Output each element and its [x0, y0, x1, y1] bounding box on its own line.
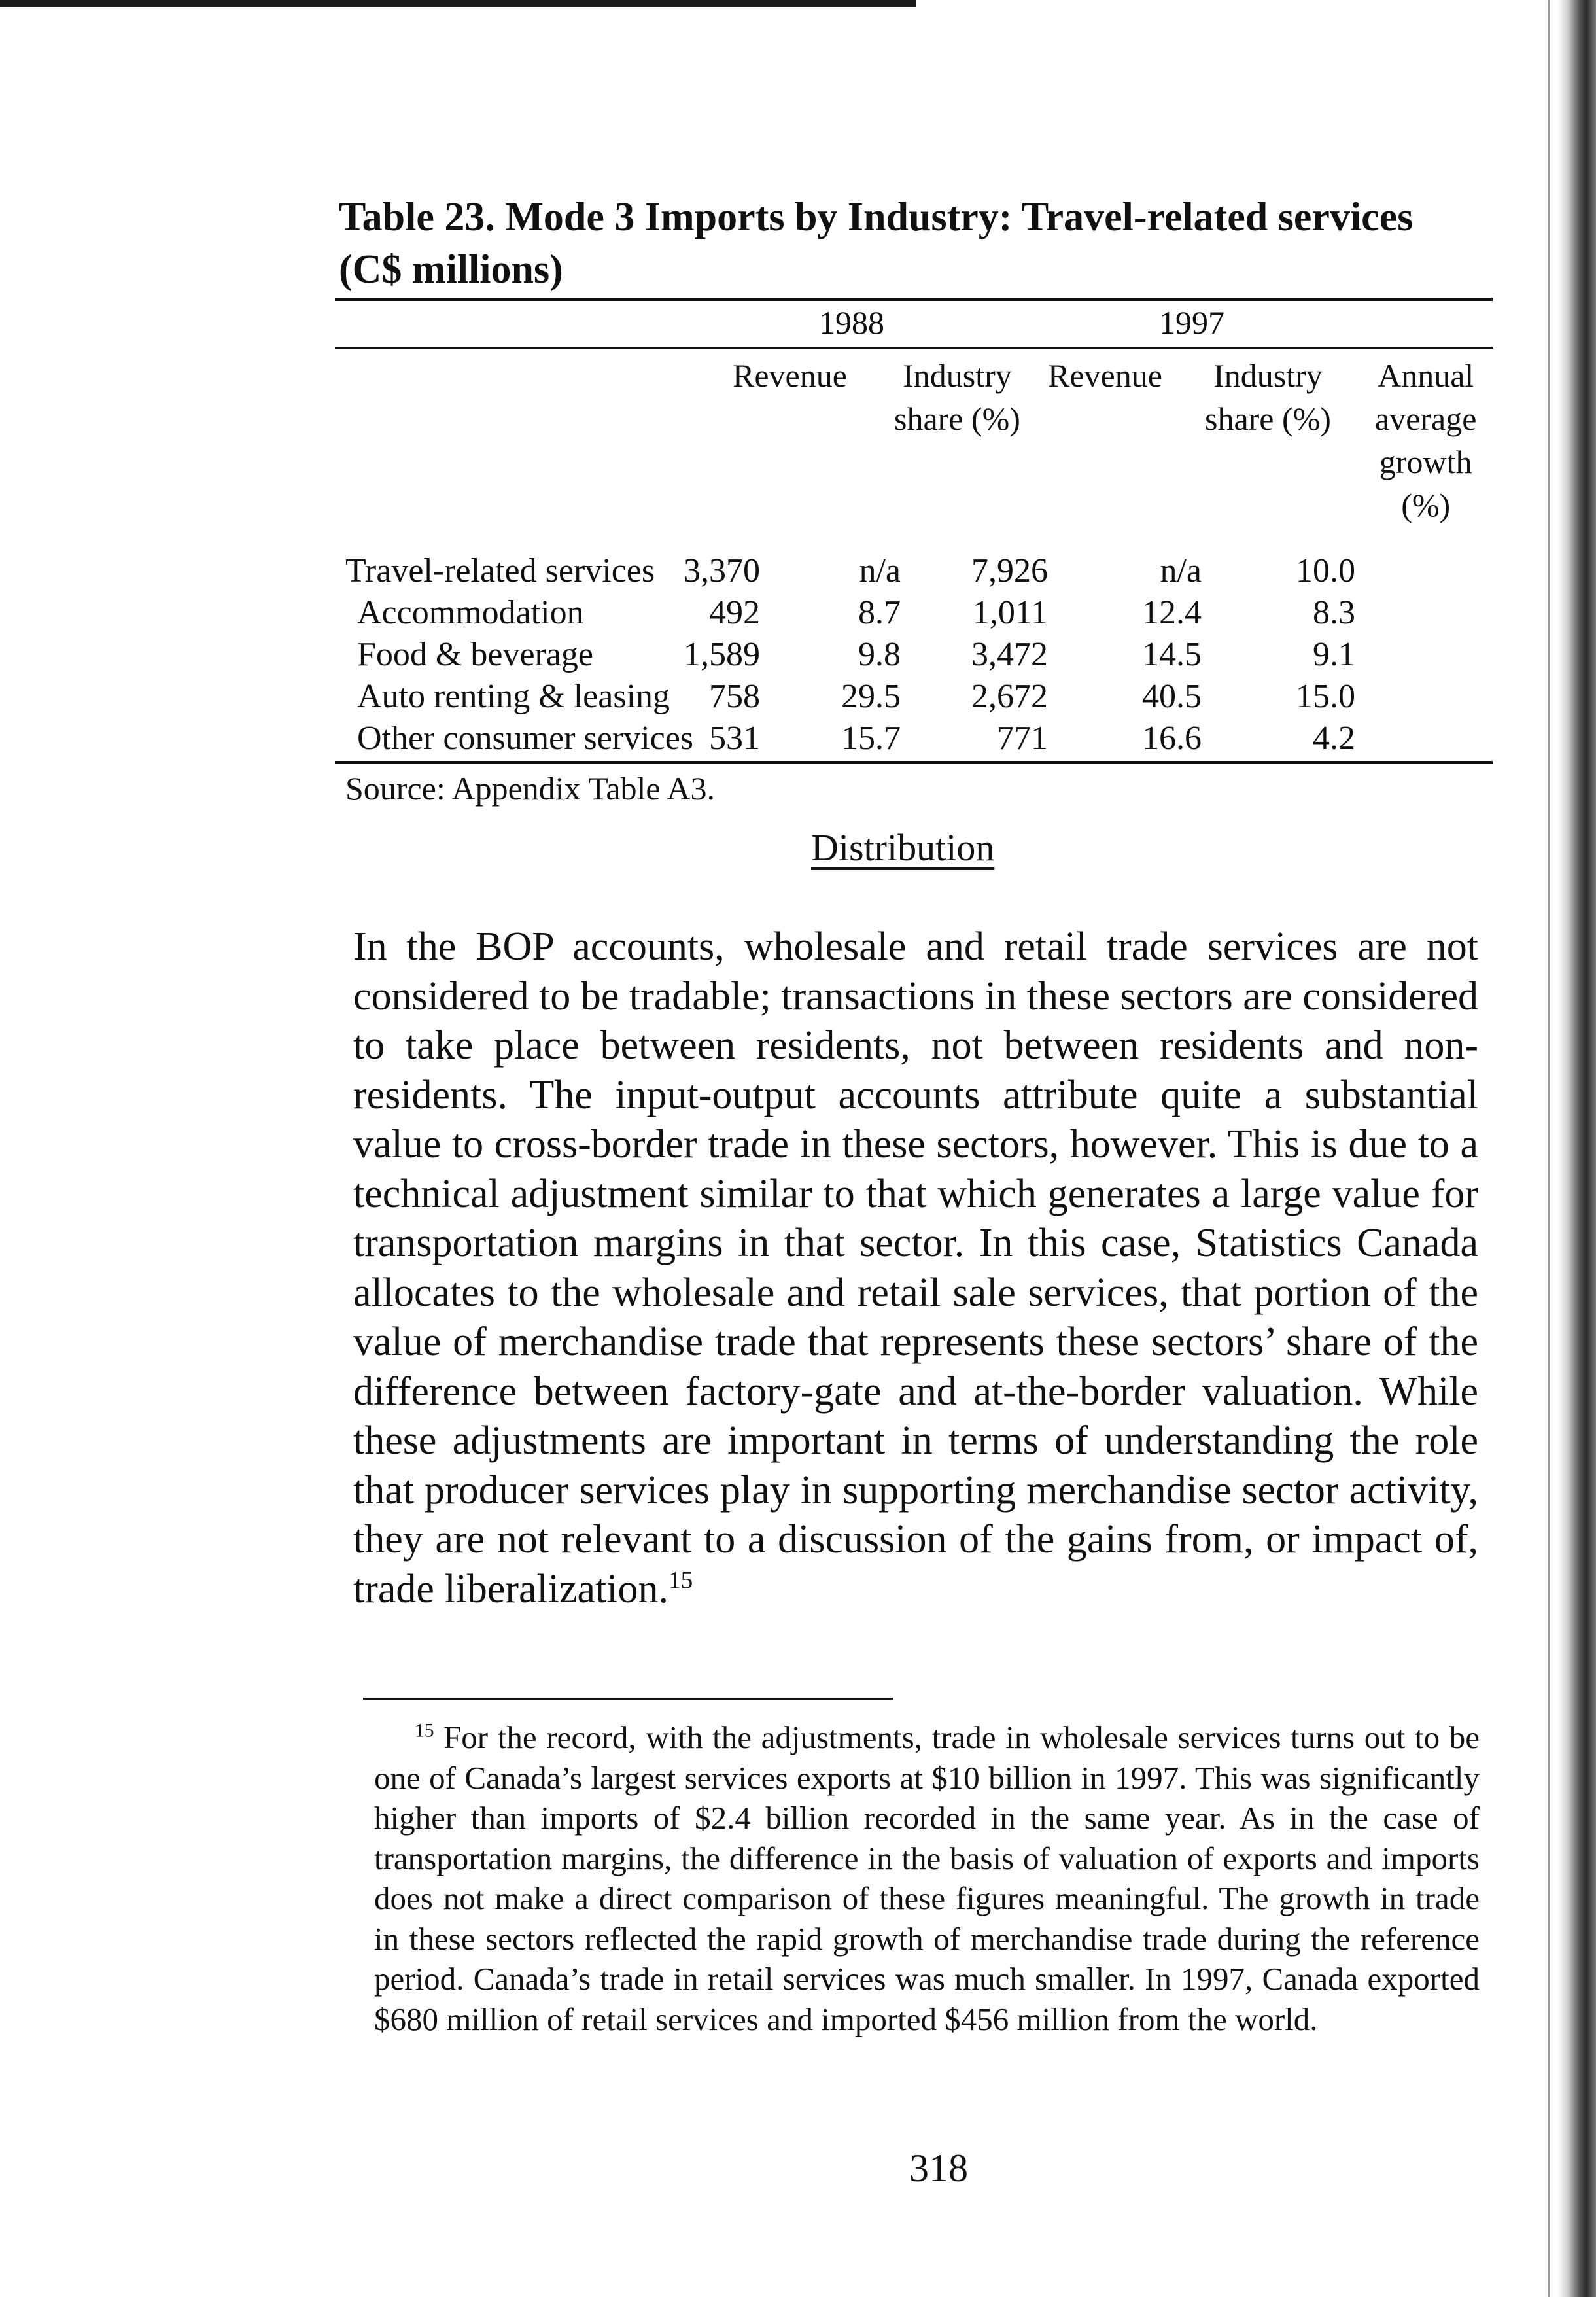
row-label: Travel-related services	[345, 552, 655, 589]
body-paragraph	[353, 922, 1478, 1614]
cell-share-1988: 8.7	[858, 594, 901, 631]
cell-revenue-1988: 3,370	[684, 552, 760, 589]
footnote	[374, 1717, 1480, 2039]
table-bottom-rule	[335, 761, 1493, 764]
table-body	[335, 552, 1493, 761]
row-label: Auto renting & leasing	[357, 678, 670, 715]
table-row	[335, 635, 1493, 677]
cell-share-1988: 15.7	[841, 720, 901, 757]
cell-share-1997: 40.5	[1142, 678, 1202, 715]
cell-share-1988: n/a	[859, 552, 901, 589]
scan-top-edge	[0, 0, 916, 7]
cell-share-1988: 9.8	[858, 636, 901, 673]
table-row	[335, 677, 1493, 719]
footnote-rule	[363, 1698, 893, 1700]
cell-share-1997: 12.4	[1142, 594, 1202, 631]
cell-growth: 10.0	[1296, 552, 1355, 589]
scan-binding-line	[1548, 0, 1550, 2297]
table-row	[335, 552, 1493, 593]
cell-revenue-1988: 1,589	[684, 636, 760, 673]
col-annual-growth: Annual average growth (%)	[1375, 357, 1477, 523]
table-row	[335, 719, 1493, 761]
cell-revenue-1988: 492	[709, 594, 760, 631]
page-number: 318	[909, 2147, 968, 2190]
scan-right-edge	[1558, 0, 1596, 2297]
table-row	[335, 593, 1493, 635]
row-label: Other consumer services	[357, 720, 694, 757]
col-revenue-1988: Revenue	[733, 357, 847, 394]
column-header-row	[335, 349, 1493, 552]
col-share-1988: Industry share (%)	[894, 357, 1020, 437]
cell-share-1997: 14.5	[1142, 636, 1202, 673]
footnote-text: For the record, with the adjustments, trade in wholesale services turns out to be one of Canada’s largest services exports at $10 billion in 1997. This was significantly higher than imports of $2.4 billion recorded in the same year. As in the case of transportation margins, the difference in the basis of valuation of exports and imports does not make a direct comparison of these figures meaningful. The growth in trade in these sectors reflected the rapid growth of merchandise trade during the reference period. Canada’s trade in retail services was much smaller. In 1997, Canada exported $680 million of retail services and imported $456 million from the world.	[374, 1719, 1480, 2037]
cell-revenue-1997: 3,472	[971, 636, 1048, 673]
table-source-note: Source: Appendix Table A3.	[345, 770, 715, 807]
row-label: Accommodation	[357, 594, 584, 631]
cell-revenue-1997: 771	[997, 720, 1048, 757]
col-revenue-1997: Revenue	[1048, 357, 1162, 394]
col-share-1997: Industry share (%)	[1205, 357, 1331, 437]
cell-growth: 4.2	[1313, 720, 1355, 757]
table-title: Table 23. Mode 3 Imports by Industry: Travel-related services (C$ millions)	[339, 195, 1414, 292]
cell-revenue-1988: 531	[709, 720, 760, 757]
section-heading: Distribution	[811, 826, 995, 869]
cell-growth: 8.3	[1313, 594, 1355, 631]
cell-revenue-1997: 2,672	[971, 678, 1048, 715]
cell-share-1997: 16.6	[1142, 720, 1202, 757]
cell-growth: 15.0	[1296, 678, 1355, 715]
cell-revenue-1988: 758	[709, 678, 760, 715]
year-1997-label: 1997	[1159, 304, 1224, 341]
cell-revenue-1997: 1,011	[972, 594, 1048, 631]
year-header-row	[335, 301, 1493, 347]
cell-share-1997: n/a	[1160, 552, 1202, 589]
cell-revenue-1997: 7,926	[971, 552, 1048, 589]
data-table	[335, 298, 1493, 807]
paragraph-text: In the BOP accounts, wholesale and retail trade services are not considered to be tradable; transactions in these sectors are considered to take place between residents, not between residents and non-residents. The input-output accounts attribute quite a substantial value to cross-border trade in these sectors, however. This is due to a technical adjustment similar to that which generates a large value for transportation margins in that sector. In this case, Statistics Canada allocates to the wholesale and retail sale services, that portion of the value of merchandise trade that represents these sectors’ share of the difference between factory-gate and at-the-border valuation. While these adjustments are important in terms of understanding the role that producer services play in supporting merchandise sector activity, they are not relevant to a discussion of the gains from, or impact of, trade liberalization.	[353, 924, 1478, 1611]
cell-share-1988: 29.5	[841, 678, 901, 715]
cell-growth: 9.1	[1313, 636, 1355, 673]
year-1988-label: 1988	[819, 304, 884, 341]
footnote-reference: 15	[668, 1566, 693, 1594]
row-label: Food & beverage	[357, 636, 594, 673]
footnote-number: 15	[415, 1720, 434, 1742]
